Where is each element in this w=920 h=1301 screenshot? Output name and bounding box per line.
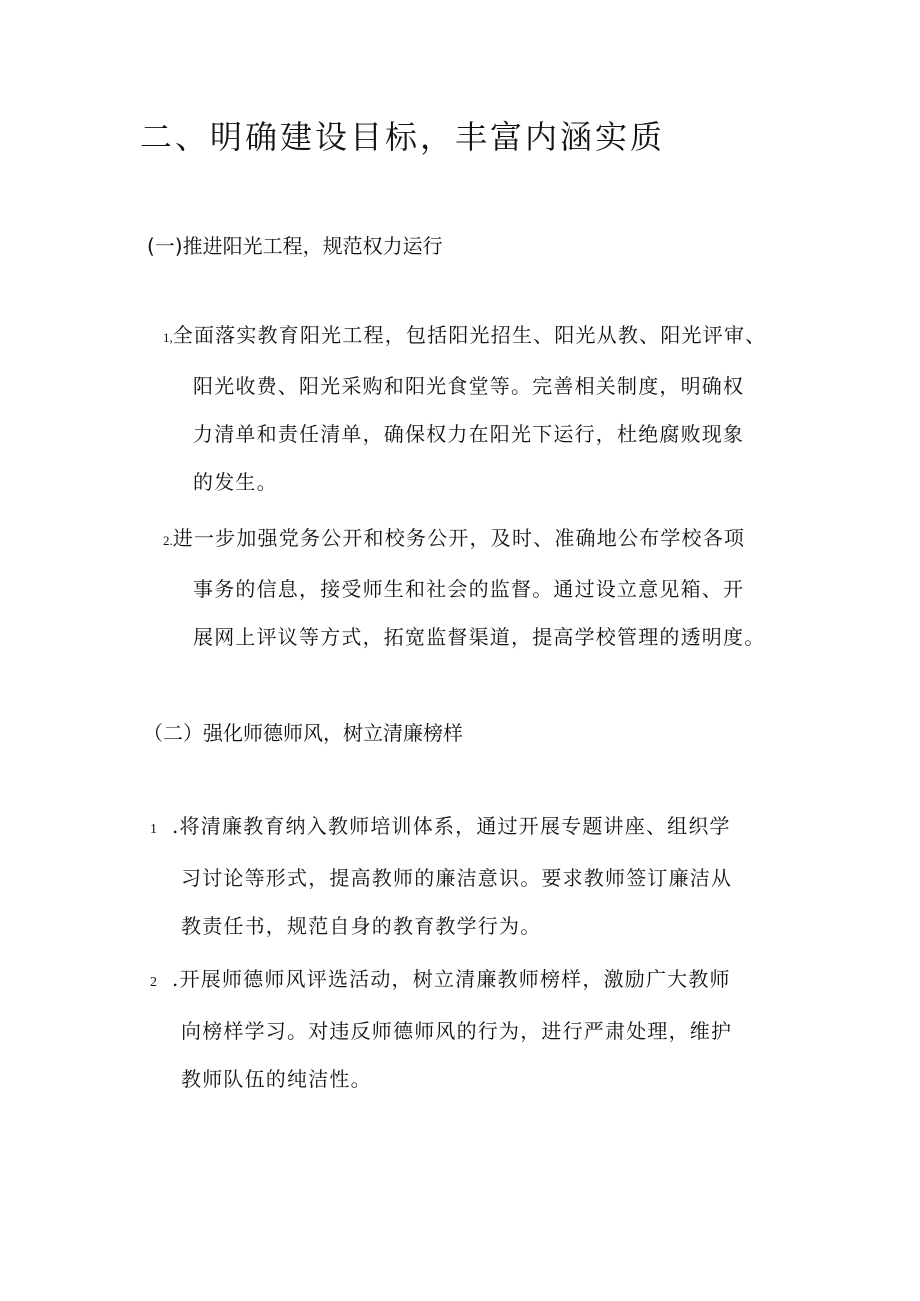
item-number: 2 (150, 975, 159, 990)
paragraph-line: 力清单和责任清单，确保权力在阳光下运行，杜绝腐败现象 (193, 422, 745, 446)
item-number: 1, (163, 330, 173, 345)
list-item (163, 311, 766, 506)
line-text: .开展师德师风评选活动，树立清廉教师榜样，激励广大教师 (172, 967, 731, 991)
subsection-title-1: (一)推进阳光工程，规范权力运行 (147, 234, 443, 258)
paragraph-line: 向榜样学习。对违反师德师风的行为，进行严肃处理，维护 (181, 1019, 733, 1043)
list-item (150, 955, 732, 1103)
line-text: 进一步加强党务公开和校务公开，及时、准确地公布学校各项 (172, 526, 746, 550)
item-number: 2. (163, 533, 173, 548)
item-number: 1 (150, 822, 159, 837)
paragraph-line: 事务的信息，接受师生和社会的监督。通过设立意见箱、开 (193, 577, 745, 601)
subsection-title-2: （二）强化师德师风，树立清廉榜样 (143, 721, 463, 745)
paragraph-line: 习讨论等形式，提高教师的廉洁意识。要求教师签订廉洁从 (181, 866, 733, 890)
paragraph-line: 教责任书，规范自身的教育教学行为。 (181, 914, 542, 938)
line-text: 全面落实教育阳光工程，包括阳光招生、阳光从教、阳光评审、 (172, 323, 767, 347)
section-heading: 二、明确建设目标，丰富内涵实质 (140, 118, 666, 156)
paragraph-line: 阳光收费、阳光采购和阳光食堂等。完善相关制度，明确权 (193, 374, 745, 398)
paragraph-line (163, 311, 766, 362)
paragraph-line (150, 955, 732, 1007)
paragraph-line (150, 802, 732, 854)
paragraph-line: 的发生。 (193, 470, 278, 494)
list-item (150, 802, 732, 950)
paragraph-line: 展网上评议等方式，拓宽监督渠道，提高学校管理的透明度。 (193, 625, 766, 649)
line-text: .将清廉教育纳入教师培训体系，通过开展专题讲座、组织学 (172, 814, 731, 838)
paragraph-line: 教师队伍的纯洁性。 (181, 1067, 372, 1091)
list-item (163, 514, 765, 661)
paragraph-line (163, 514, 765, 565)
